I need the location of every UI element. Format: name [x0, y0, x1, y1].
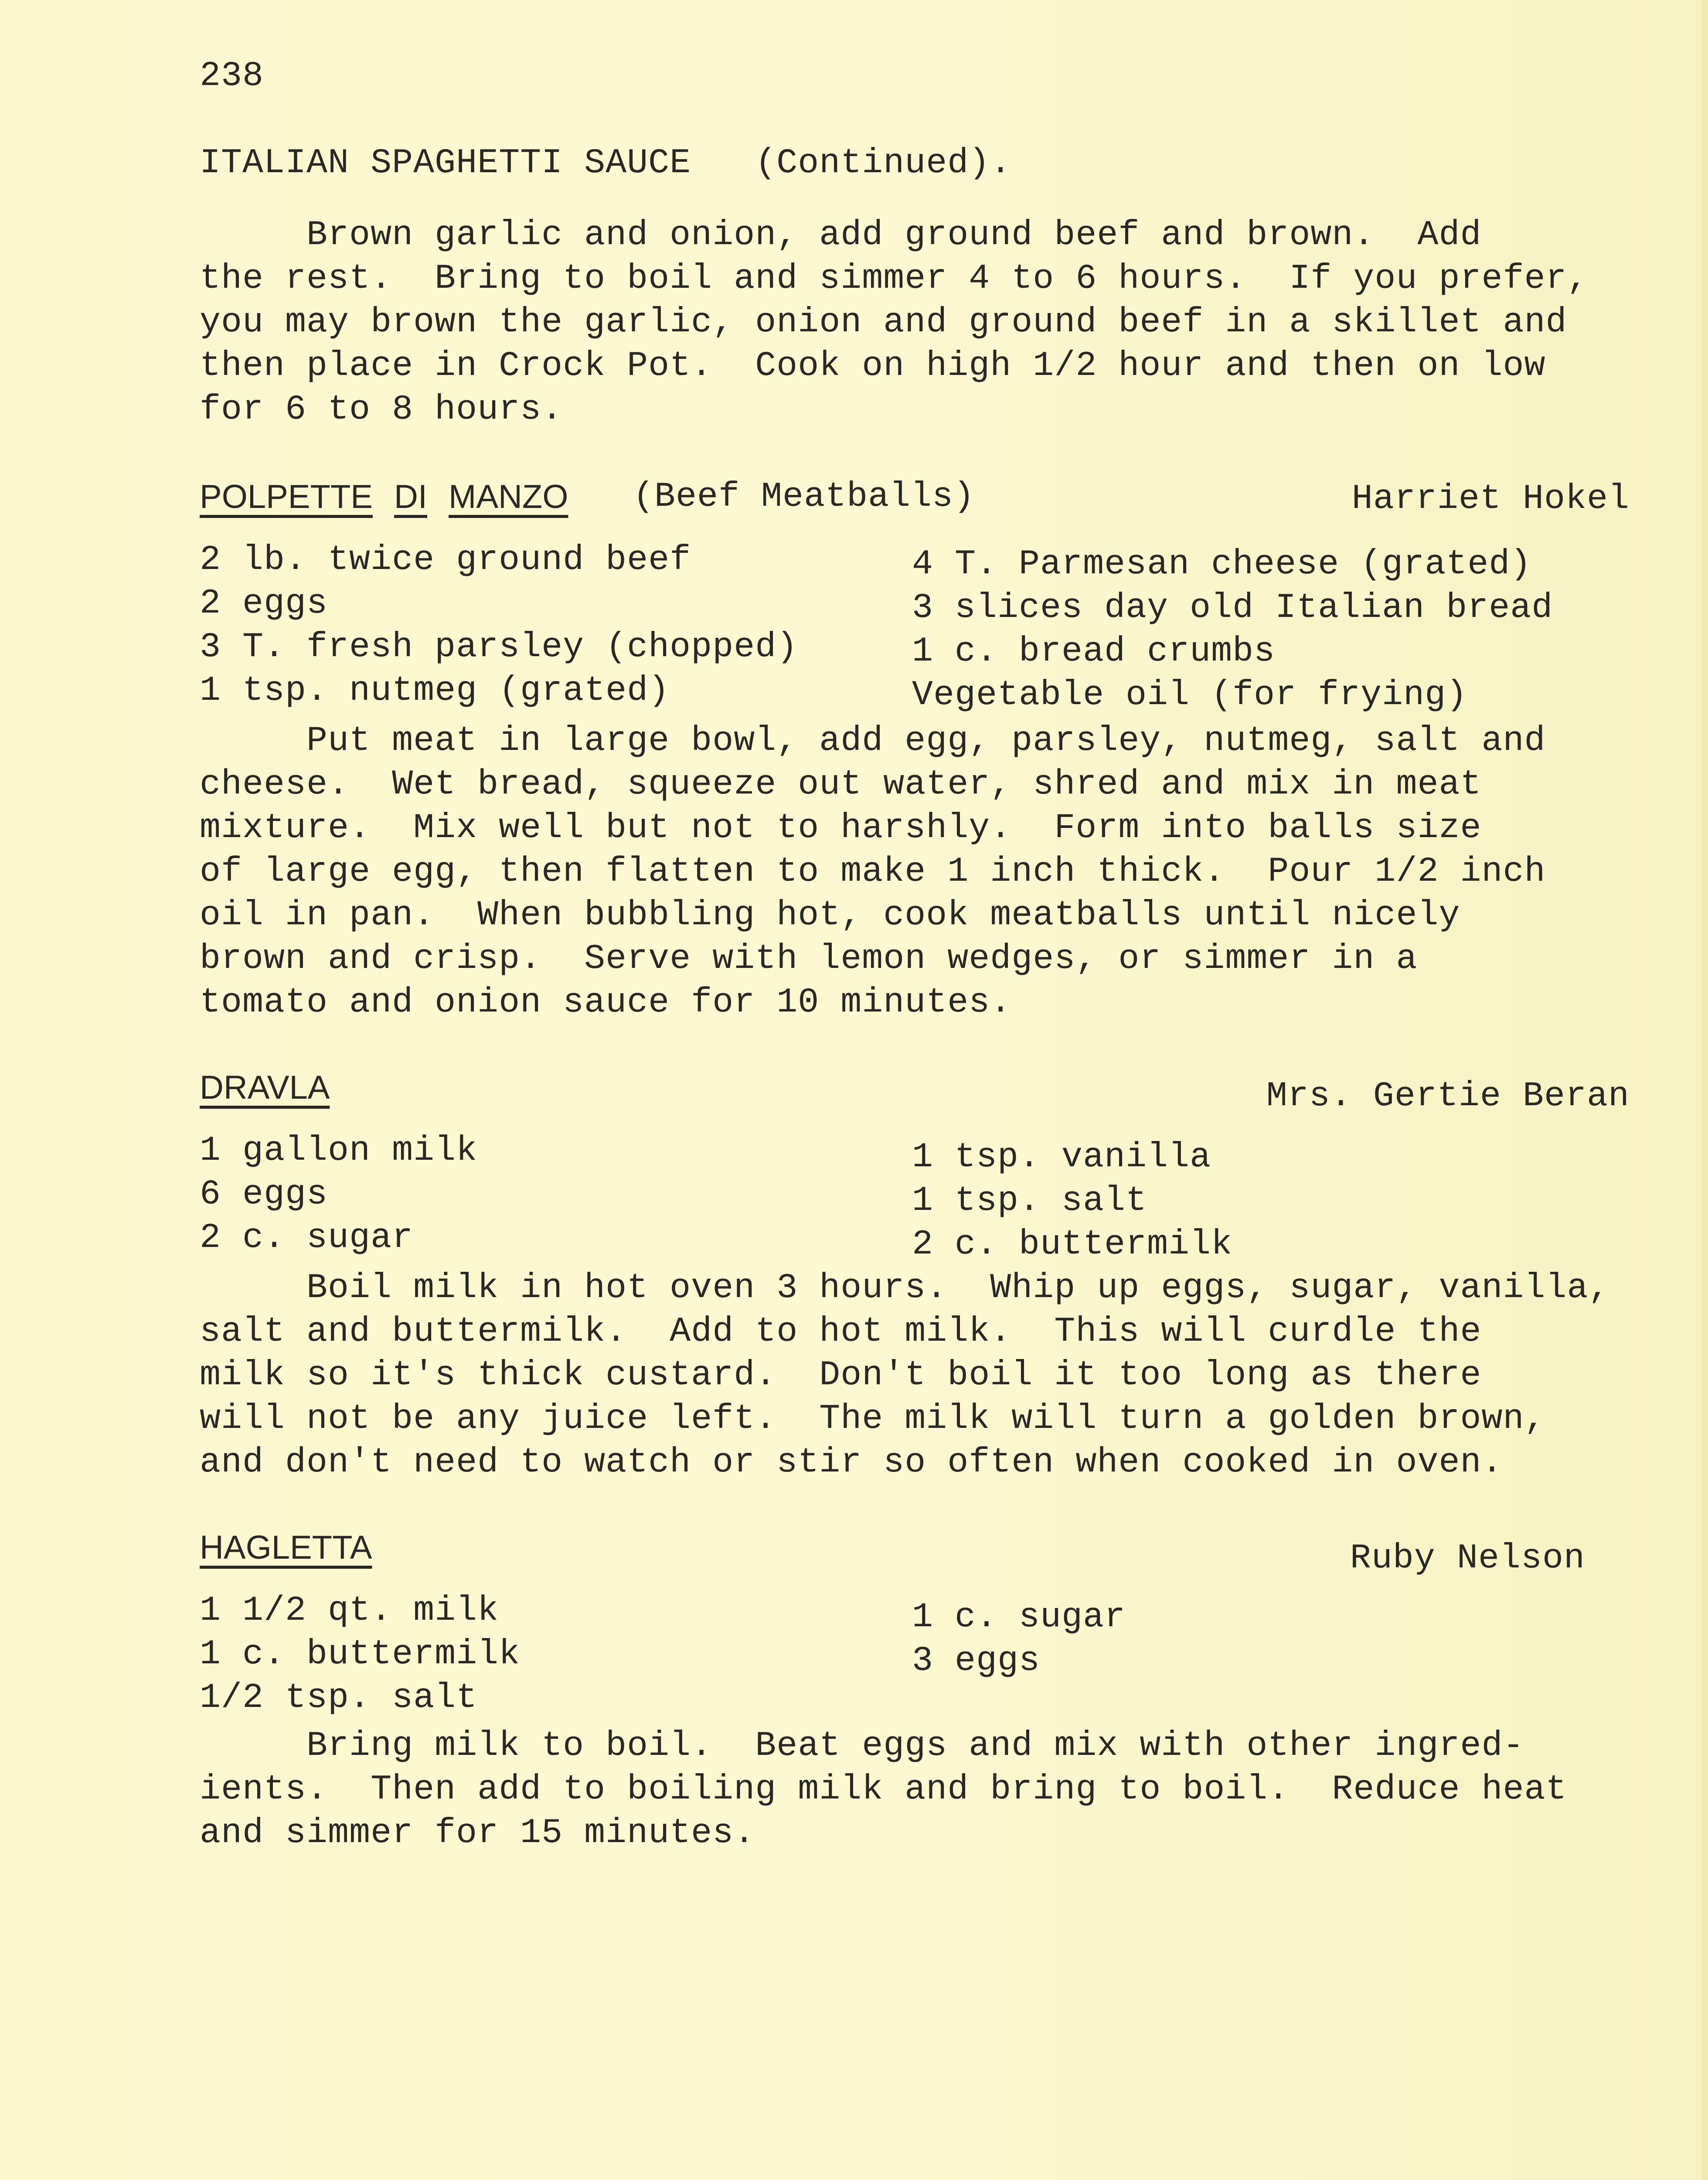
dravla-directions-line: will not be any juice left. The milk will turn a golden brown, [200, 1399, 1546, 1439]
hagletta-directions-line: Bring milk to boil. Beat eggs and mix with other ingred- [200, 1726, 1524, 1766]
continued-recipe-title: ITALIAN SPAGHETTI SAUCE (Continued). [200, 143, 1012, 183]
ingredient-left: 1 c. buttermilk [200, 1635, 521, 1674]
ingredient-right: 3 slices day old Italian bread [912, 588, 1553, 628]
hagletta-directions-line: and simmer for 15 minutes. [200, 1813, 755, 1853]
polpette-recipe-title [200, 475, 568, 521]
ingredient-left: 1 tsp. nutmeg (grated) [200, 671, 670, 711]
polpette-directions-line: oil in pan. When bubbling hot, cook meatballs until nicely [200, 896, 1460, 935]
dravla-directions-line: milk so it's thick custard. Don't boil it too long as there [200, 1356, 1482, 1395]
ingredient-left: 3 T. fresh parsley (chopped) [200, 627, 798, 667]
dravla-title-text: DRAVLA [200, 1069, 330, 1106]
spaghetti-directions-line: you may brown the garlic, onion and ground beef in a skillet and [200, 303, 1567, 342]
ingredient-left: 1 gallon milk [200, 1131, 478, 1171]
dravla-directions-line: salt and buttermilk. Add to hot milk. This will curdle the [200, 1312, 1482, 1352]
hagletta-directions-line: ients. Then add to boiling milk and bring to boil. Reduce heat [200, 1770, 1567, 1809]
polpette-directions-line: brown and crisp. Serve with lemon wedges, or simmer in a [200, 939, 1418, 979]
spaghetti-directions-line: for 6 to 8 hours. [200, 390, 563, 429]
polpette-directions-line: mixture. Mix well but not to harshly. Form into balls size [200, 808, 1482, 848]
spaghetti-directions-line: then place in Crock Pot. Cook on high 1/2 hour and then on low [200, 346, 1546, 386]
ingredient-right: 1 tsp. salt [912, 1181, 1147, 1221]
dravla-recipe-title [200, 1066, 330, 1112]
polpette-directions-line: of large egg, then flatten to make 1 inch thick. Pour 1/2 inch [200, 852, 1546, 892]
hagletta-author: Ruby Nelson [1350, 1539, 1585, 1578]
page-edge [1702, 0, 1708, 2180]
ingredient-right: 1 tsp. vanilla [912, 1138, 1211, 1177]
polpette-title-word: MANZO [449, 478, 568, 515]
ingredient-left: 1/2 tsp. salt [200, 1678, 478, 1718]
ingredient-right: 1 c. bread crumbs [912, 632, 1276, 671]
ingredient-left: 2 c. sugar [200, 1218, 414, 1258]
spaghetti-directions-line: Brown garlic and onion, add ground beef and brown. Add [200, 215, 1482, 255]
ingredient-right: 2 c. buttermilk [912, 1225, 1233, 1264]
polpette-directions-line: tomato and onion sauce for 10 minutes. [200, 983, 1012, 1022]
dravla-directions-line: and don't need to watch or stir so often when cooked in oven. [200, 1443, 1503, 1482]
polpette-subtitle: (Beef Meatballs) [633, 477, 975, 517]
polpette-directions-line: Put meat in large bowl, add egg, parsley, nutmeg, salt and [200, 721, 1546, 761]
ingredient-right: Vegetable oil (for frying) [912, 675, 1468, 715]
polpette-author: Harriet Hokel [1351, 479, 1630, 519]
ingredient-left: 6 eggs [200, 1175, 328, 1214]
ingredient-left: 1 1/2 qt. milk [200, 1591, 499, 1631]
ingredient-right: 3 eggs [912, 1641, 1041, 1681]
ingredient-right: 4 T. Parmesan cheese (grated) [912, 545, 1532, 584]
ingredient-left: 2 eggs [200, 584, 328, 623]
polpette-title-word: DI [394, 478, 428, 515]
page-number: 238 [200, 56, 264, 96]
hagletta-recipe-title [200, 1526, 372, 1572]
ingredient-left: 2 lb. twice ground beef [200, 540, 691, 580]
spaghetti-directions-line: the rest. Bring to boil and simmer 4 to 6 hours. If you prefer, [200, 259, 1589, 299]
polpette-title-word: POLPETTE [200, 478, 373, 515]
dravla-directions-line: Boil milk in hot oven 3 hours. Whip up eggs, sugar, vanilla, [200, 1268, 1610, 1308]
polpette-directions-line: cheese. Wet bread, squeeze out water, shred and mix in meat [200, 765, 1482, 804]
hagletta-title-text: HAGLETTA [200, 1529, 372, 1566]
dravla-author: Mrs. Gertie Beran [1266, 1076, 1630, 1116]
ingredient-right: 1 c. sugar [912, 1598, 1126, 1637]
